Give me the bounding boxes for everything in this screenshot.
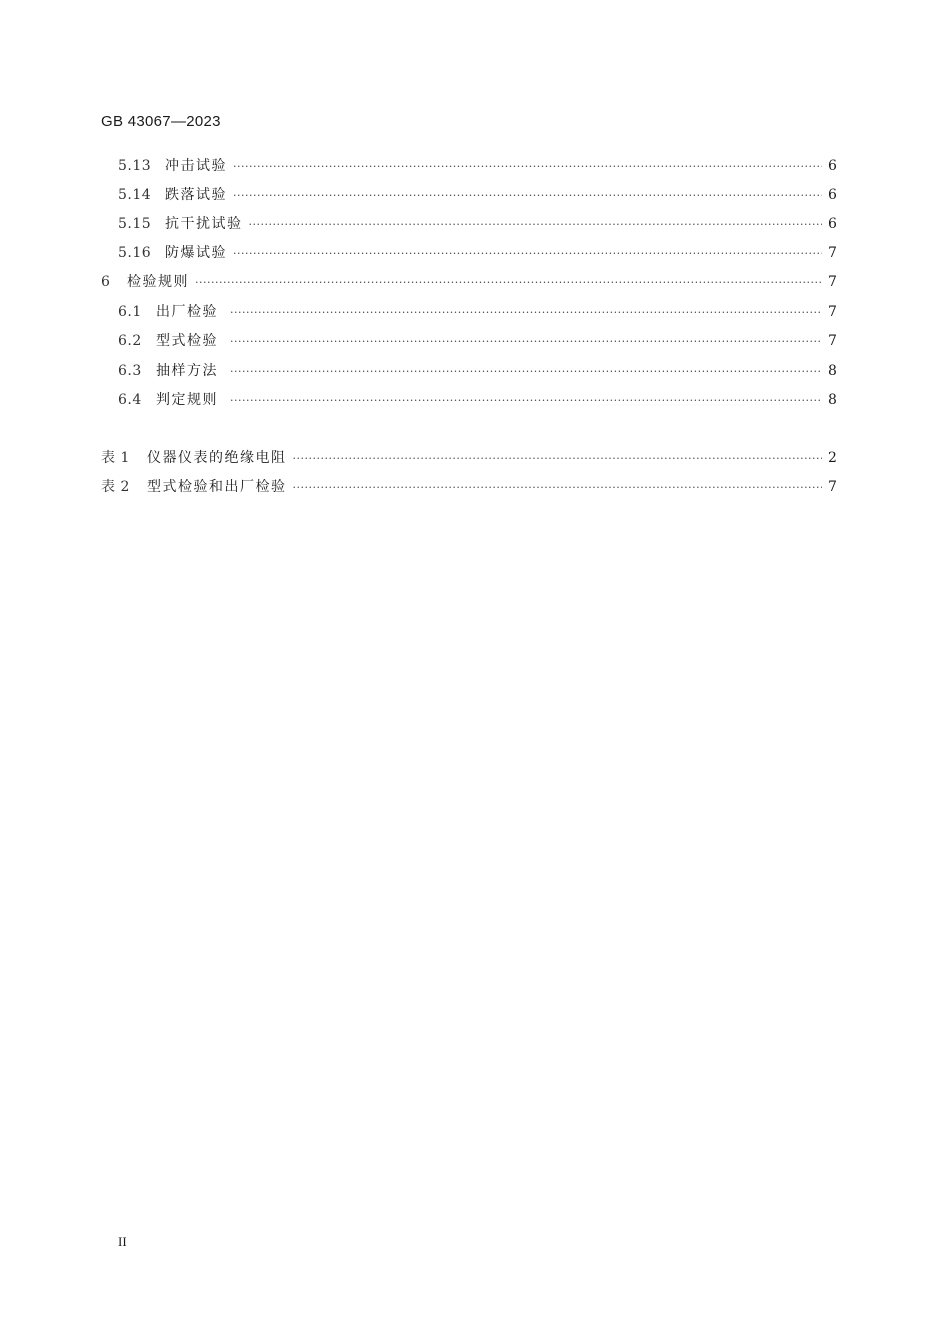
toc-number: 5.13 [118,158,152,174]
toc-title: 型式检验 [156,333,218,349]
toc-page-number: 6 [828,187,837,203]
toc-table-number: 表 2 [101,479,130,495]
toc-table-title: 型式检验和出厂检验 [147,479,287,495]
page-number-roman: II [118,1234,127,1249]
toc-number: 6.4 [118,392,142,408]
toc-page-number: 7 [828,274,837,290]
toc-leader-dots [233,243,822,265]
toc-leader-dots [293,477,823,499]
toc-leader-dots [233,185,822,207]
toc-entry-6-4[interactable] [118,389,836,411]
toc-entry-6-3[interactable] [118,360,836,382]
toc-table-1[interactable] [101,447,836,469]
toc-page-number: 8 [828,392,837,408]
toc-leader-dots [233,156,822,178]
toc-page-number: 7 [828,245,837,261]
toc-entry-6[interactable] [101,271,836,293]
toc-entry-6-2[interactable] [118,330,836,352]
toc-title: 跌落试验 [165,187,227,203]
toc-leader-dots [195,272,822,294]
toc-table-2[interactable] [101,476,836,498]
standard-number-header: GB 43067—2023 [101,113,221,130]
toc-leader-dots [230,390,822,412]
toc-page-number: 6 [828,216,837,232]
toc-entry-5-16[interactable] [118,242,836,264]
toc-leader-dots [230,302,822,324]
toc-number: 6.1 [118,304,142,320]
toc-title: 冲击试验 [165,158,227,174]
toc-page-number: 7 [828,479,837,495]
toc-page-number: 7 [828,333,837,349]
toc-leader-dots [293,448,823,470]
toc-title: 出厂检验 [156,304,218,320]
toc-entry-5-13[interactable] [118,155,836,177]
toc-leader-dots [230,361,822,383]
toc-entry-5-15[interactable] [118,213,836,235]
toc-page-number: 6 [828,158,837,174]
toc-entry-6-1[interactable] [118,301,836,323]
toc-table-number: 表 1 [101,450,130,466]
toc-page-number: 7 [828,304,837,320]
toc-number: 5.15 [118,216,152,232]
toc-title: 防爆试验 [165,245,227,261]
toc-number: 6.2 [118,333,142,349]
toc-number: 6.3 [118,363,142,379]
toc-number: 5.14 [118,187,152,203]
toc-title: 检验规则 [127,274,189,290]
toc-page-number: 2 [828,450,837,466]
toc-title: 抽样方法 [156,363,218,379]
toc-leader-dots [249,214,823,236]
toc-title: 抗干扰试验 [165,216,243,232]
toc-title: 判定规则 [156,392,218,408]
toc-leader-dots [230,331,822,353]
toc-page-number: 8 [828,363,837,379]
toc-entry-5-14[interactable] [118,184,836,206]
toc-number: 6 [101,274,111,290]
toc-number: 5.16 [118,245,152,261]
toc-table-title: 仪器仪表的绝缘电阻 [147,450,287,466]
